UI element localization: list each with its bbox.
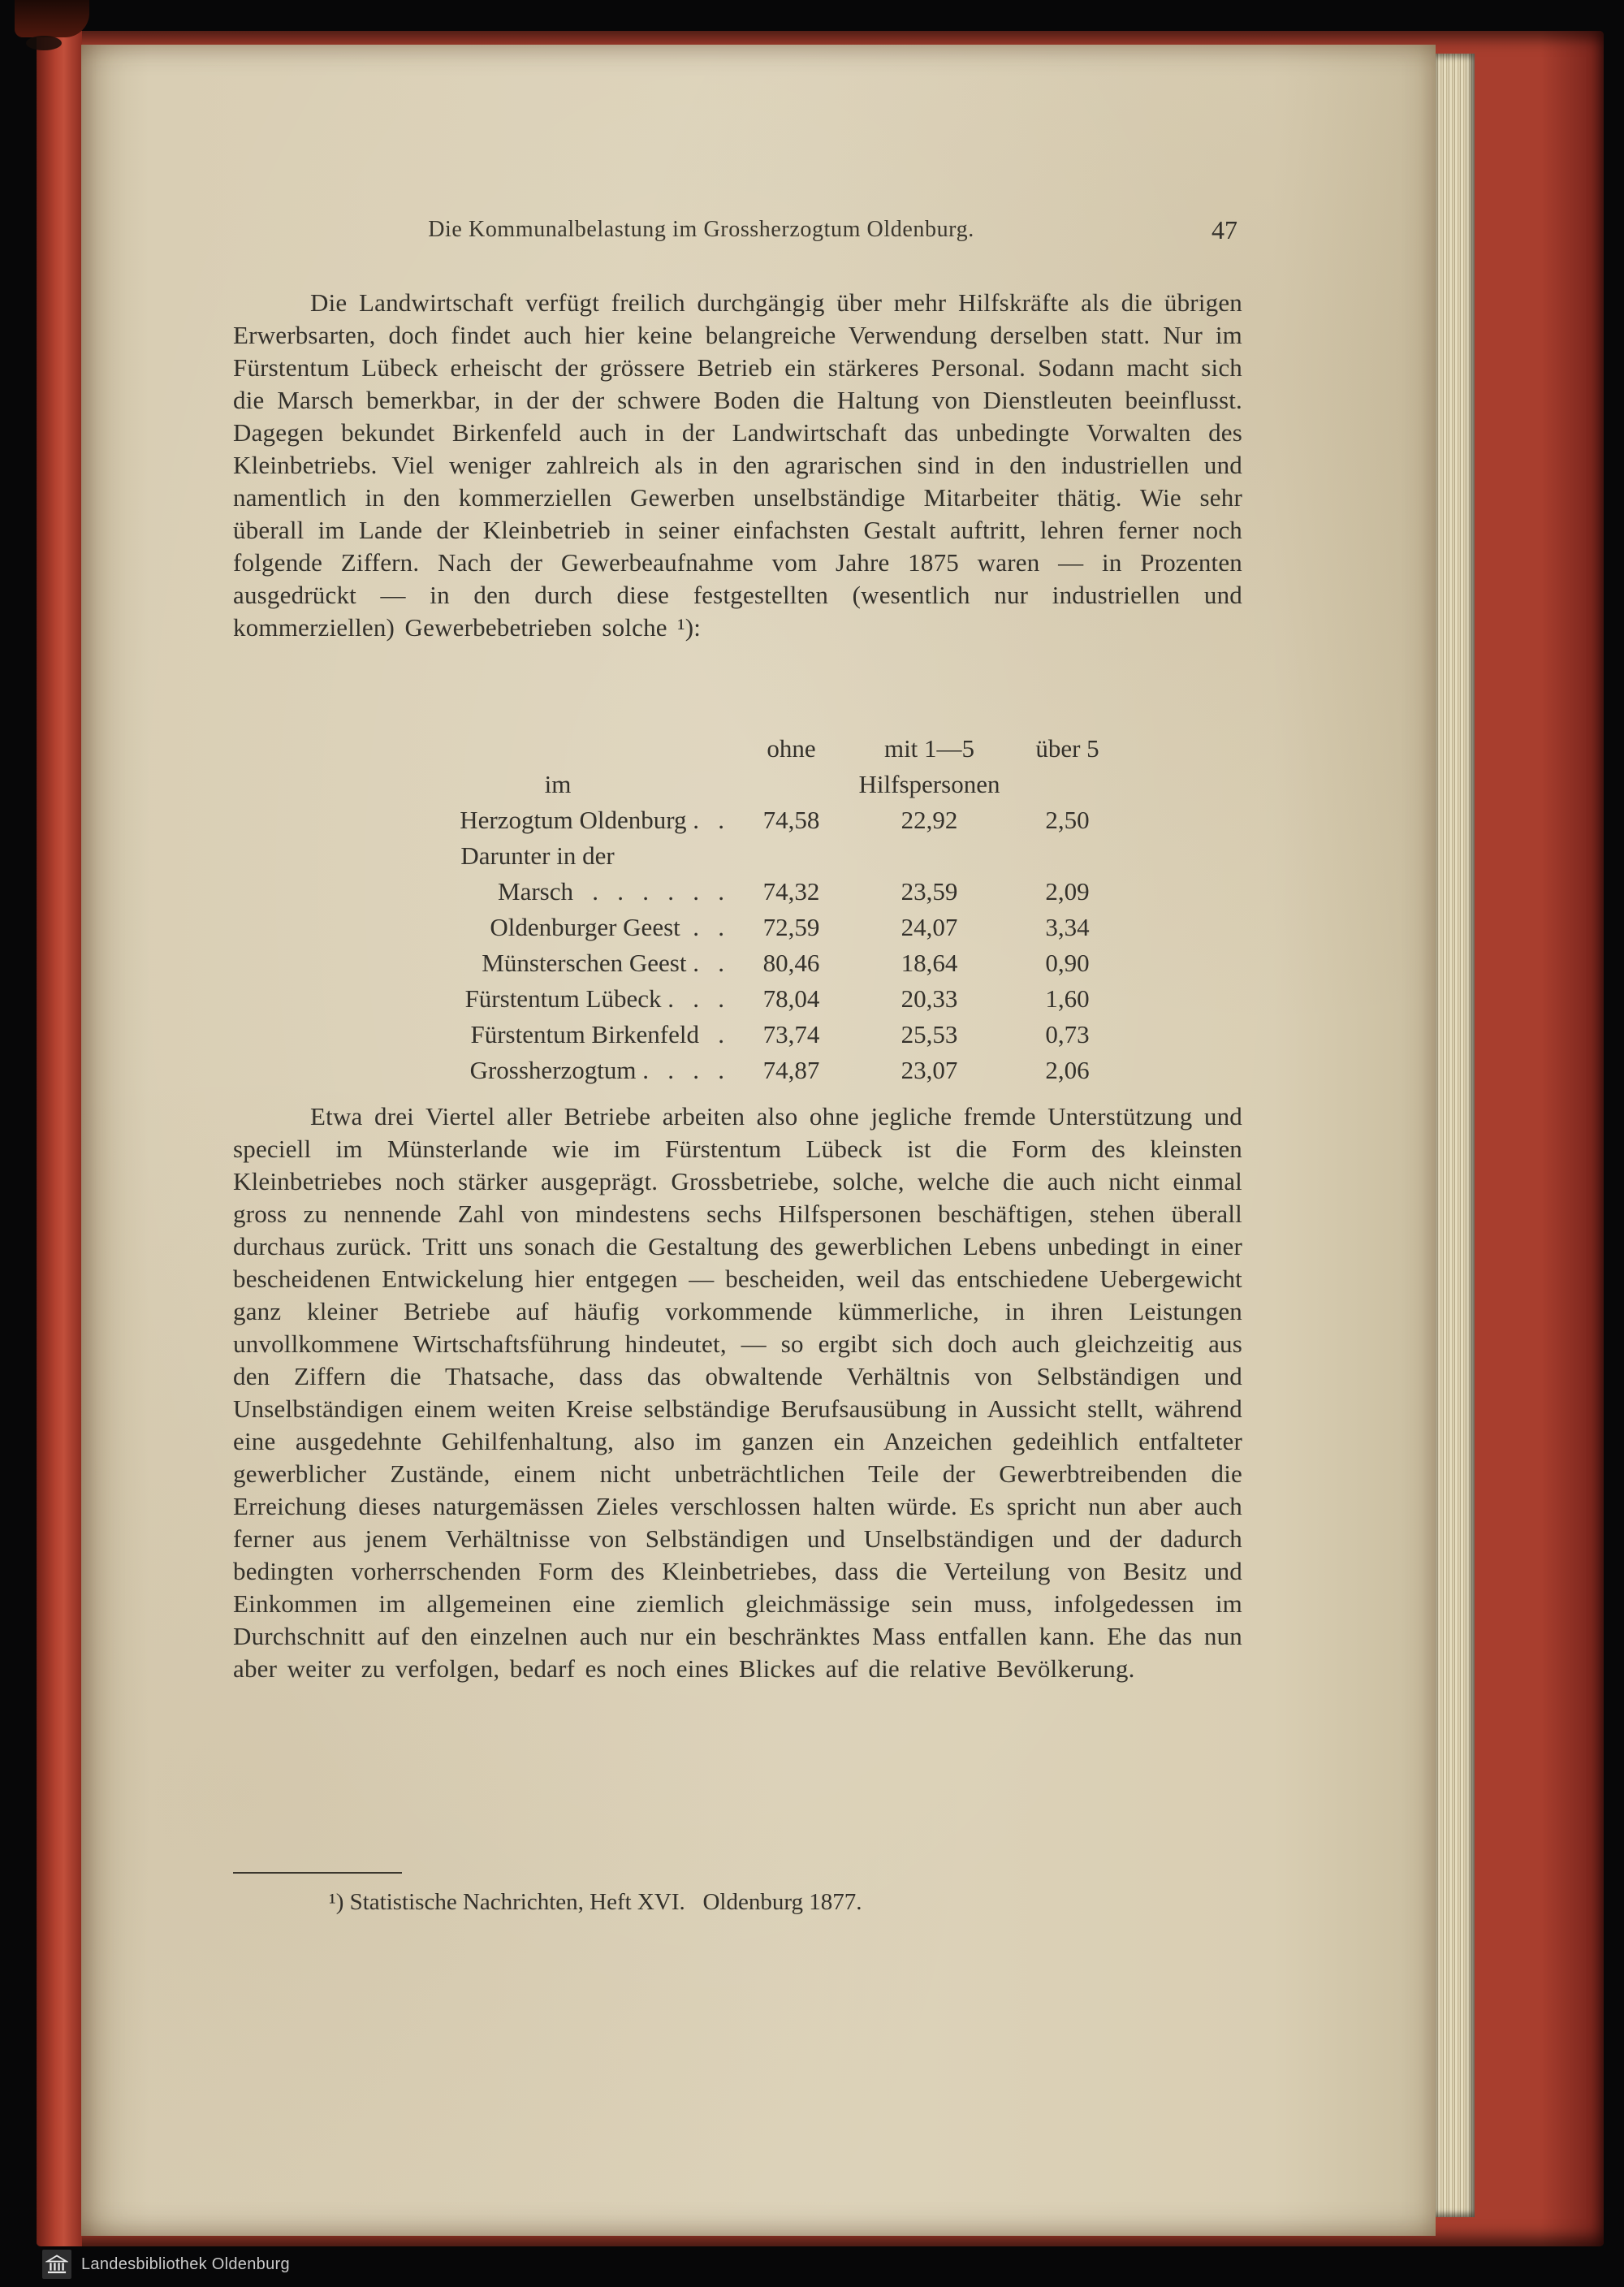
table-cell-value: 2,50 (1045, 806, 1090, 834)
table-cell-value: 73,74 (762, 1020, 820, 1048)
paragraph-2: Etwa drei Viertel aller Betriebe arbeiten also ohne jegliche fremde Unterstützung und speciell im Münsterlande wie im Fürstentum Lübeck ist die Form des kleinsten Kleinbetriebes noch stärker ausgeprägt. Grossbetriebe, solche, welche die auch nicht einmal gross zu nennende Zahl von mindestens sechs Hilfspersonen beschäftigen, stehen überall durchaus zurück. Tritt uns sonach die Gestaltung des gewerblichen Lebens unbedingt in einer bescheidenen Entwickelung hier entgegen — bescheiden, weil das entschiedene Uebergewicht ganz kleiner Betriebe auf häufig vorkommende kümmerliche, in ihren Leistungen unvollkommene Wirtschaftsführung hindeutet, — so ergibt sich doch auch gleichzeitig aus den Ziffern die Thatsache, dass das obwaltende Verhältnis von Selbständigen und Unselbständigen einem weiten Kreise selbständige Berufsausübung in Aussicht stellt, während eine ausgedehnte Gehilfenhaltung, also im ganzen ein Anzeichen gedeihlich entfalteter gewerblicher Zustände, einem nicht unbeträchtlichen Teile der Gewerbtreibenden die Erreichung dieses naturgemässen Zieles verschlossen halten würde. Es spricht nun aber auch ferner aus jenem Verhältnisse von Selbständigen und Unselbständigen und der dadurch bedingten vorherrschenden Form des Kleinbetriebes, dass die Verteilung von Besitz und Einkommen im allgemeinen eine ziemlich gleichmässige sein muss, infolgedessen im Durchschnitt auf den einzelnen auch nur ein beschränktes Mass entfallen kann. Ehe das nun aber weiter zu verfolgen, bedarf es noch eines Blickes auf die relative Bevölkerung. (233, 1102, 1242, 1683)
table-cell-value (724, 838, 858, 874)
table-row (391, 838, 1151, 874)
table-cell-value: 22,92 (901, 806, 958, 834)
table-header-row (391, 731, 1151, 767)
table-row (391, 1053, 1151, 1088)
table-header-hilfspersonen: Hilfspersonen (858, 770, 1000, 798)
page-edge-stack (1436, 54, 1475, 2217)
table-cell-value: 74,58 (762, 806, 820, 834)
paragraph-1: Die Landwirtschaft verfügt freilich durchgängig über mehr Hilfskräfte als die übrigen Erwerbsarten, doch findet auch hier keine belangreiche Verwendung derselben statt. Nur im Fürstentum Lübeck erheischt der grössere Betrieb ein stärkeres Personal. Sodann macht sich die Marsch bemerkbar, in der der schwere Boden die Haltung von Dienstleuten beeinflusst. Dagegen bekundet Birkenfeld auch in der Landwirtschaft das unbedingte Vorwalten des Kleinbetriebs. Viel weniger zahlreich als in den agrarischen sind in den industriellen und namentlich in den kommerziellen Gewerben unselbständige Mitarbeiter thätig. Wie sehr überall im Lande der Kleinbetrieb in seiner einfachsten Gestalt auftritt, lehren ferner noch folgende Ziffern. Nach der Gewerbeaufnahme vom Jahre 1875 waren — in Prozenten ausgedrückt — in den durch diese festgestellten (wesentlich nur industriellen und kommerziellen) Gewerbebetrieben solche ¹): (233, 288, 1242, 642)
table-cell-value: 80,46 (762, 949, 820, 977)
table-row (391, 1017, 1151, 1053)
table-cell-value: 74,87 (762, 1056, 820, 1084)
table-row (391, 981, 1151, 1017)
table-cell-label: Fürstentum Birkenfeld . (470, 1020, 724, 1048)
table-cell-label: Oldenburger Geest . . (490, 913, 724, 941)
table-cell-label: Herzogtum Oldenburg . . (460, 806, 724, 834)
table-row (391, 910, 1151, 945)
table-cell-label: Münsterschen Geest . . (482, 949, 724, 977)
table-row (391, 802, 1151, 838)
library-logo-icon (42, 2250, 71, 2279)
table-cell-value: 0,73 (1045, 1020, 1090, 1048)
table-cell-value: 20,33 (901, 984, 958, 1013)
table-cell-value: 25,53 (901, 1020, 958, 1048)
table-cell-value: 78,04 (762, 984, 820, 1013)
column-header-mit-1-5: mit 1—5 (883, 734, 975, 763)
table-cell-value: 1,60 (1045, 984, 1090, 1013)
library-name: Landesbibliothek Oldenburg (81, 2255, 290, 2273)
table-cell-value: 74,32 (762, 877, 820, 906)
book-page (81, 45, 1436, 2236)
table-cell-value: 0,90 (1045, 949, 1090, 977)
table-cell-value: 2,09 (1045, 877, 1090, 906)
table-cell-value: 72,59 (762, 913, 820, 941)
spine-damage-mark (26, 36, 62, 50)
table-cell-value: 3,34 (1045, 913, 1090, 941)
table-header-spacer (391, 731, 724, 767)
spine-damage-mark (15, 0, 89, 37)
table-row (391, 874, 1151, 910)
running-title: Die Kommunalbelastung im Grossherzogtum Oldenburg. (428, 217, 974, 242)
table-cell-label: Fürstentum Lübeck . . . (464, 984, 724, 1013)
table-row (391, 945, 1151, 981)
table-cell-label: Grossherzogtum . . . . (469, 1056, 724, 1084)
table-cell-value (858, 838, 1000, 874)
page-header (233, 217, 1242, 253)
table-cell-label: Marsch . . . . . . (498, 877, 724, 906)
table-cell-value: 23,07 (901, 1056, 958, 1084)
statistics-table (391, 731, 1151, 1088)
table-header-units-row (391, 767, 1151, 802)
table-cell-value (1000, 838, 1134, 874)
book-spine (37, 31, 82, 2246)
column-header-ohne: ohne (767, 734, 816, 763)
table-subheading: Darunter in der (460, 841, 615, 870)
page-number: 47 (1212, 215, 1237, 244)
table-cell-value: 2,06 (1045, 1056, 1090, 1084)
table-cell-value: 24,07 (901, 913, 958, 941)
footnote-rule (233, 1872, 402, 1874)
table-cell-value: 18,64 (901, 949, 958, 977)
footnote: ¹) Statistische Nachrichten, Heft XVI. Oldenburg 1877. (329, 1889, 862, 1915)
table-cell-value: 23,59 (901, 877, 958, 906)
table-header-im: im (544, 770, 572, 798)
library-watermark (42, 2248, 290, 2281)
column-header-ueber-5: über 5 (1035, 734, 1099, 763)
